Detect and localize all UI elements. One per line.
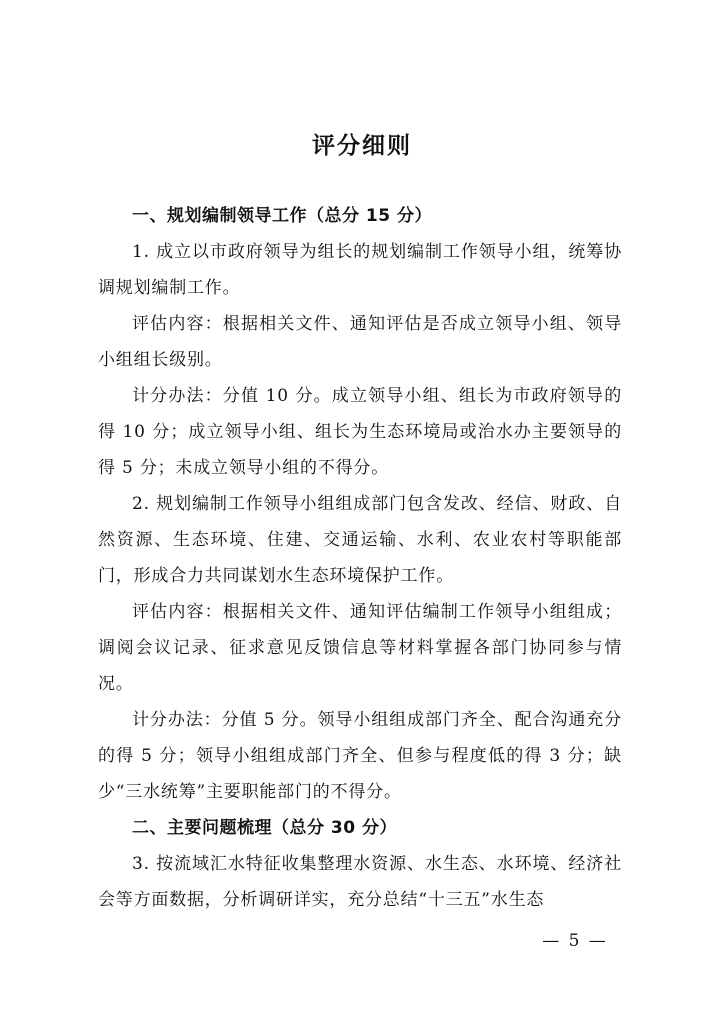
document-title: 评分细则 [312,133,412,159]
paragraph-item-1: 1. 成立以市政府领导为组长的规划编制工作领导小组，统筹协调规划编制工作。 [98,242,622,298]
paragraph-scoring-1: 计分办法：分值 10 分。成立领导小组、组长为市政府领导的得 10 分；成立领导小组、组长为生态环境局或治水办主要领导的得 5 分；未成立领导小组的不得分。 [98,386,622,478]
page-number: — 5 — [542,931,608,951]
document-body [98,198,622,918]
paragraph-scoring-2: 计分办法：分值 5 分。领导小组组成部门齐全、配合沟通充分的得 5 分；领导小组组成部门齐全、但参与程度低的得 3 分；缺少“三水统筹”主要职能部门的不得分。 [98,710,622,802]
section-heading-2: 二、主要问题梳理（总分 30 分） [132,818,397,838]
paragraph-item-2: 2. 规划编制工作领导小组组成部门包含发改、经信、财政、自然资源、生态环境、住建、交通运输、水利、农业农村等职能部门，形成合力共同谋划水生态环境保护工作。 [98,494,622,586]
section-heading-1: 一、规划编制领导工作（总分 15 分） [132,206,432,226]
paragraph-evaluation-2: 评估内容：根据相关文件、通知评估编制工作领导小组组成；调阅会议记录、征求意见反馈信息等材料掌握各部门协同参与情况。 [98,602,622,694]
paragraph-item-3: 3. 按流域汇水特征收集整理水资源、水生态、水环境、经济社会等方面数据，分析调研详实，充分总结“十三五”水生态 [98,854,622,910]
paragraph-evaluation-1: 评估内容：根据相关文件、通知评估是否成立领导小组、领导小组组长级别。 [98,314,622,370]
